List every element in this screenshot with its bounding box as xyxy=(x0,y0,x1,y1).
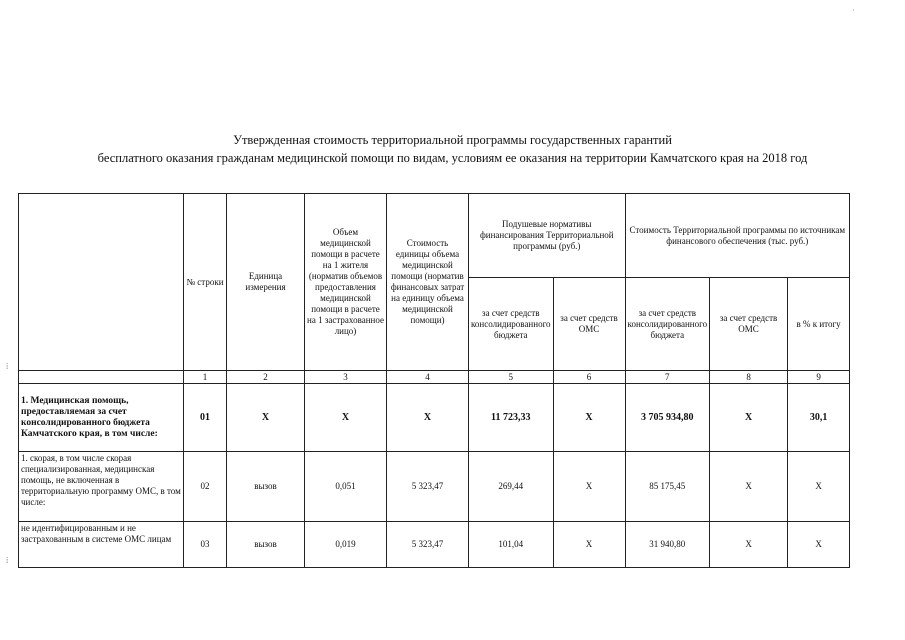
row-unit: вызов xyxy=(227,452,305,522)
document-title-line-1: Утвержденная стоимость территориальной программы государственных гарантий xyxy=(233,133,672,147)
scan-speck: · xyxy=(852,6,855,15)
table-row xyxy=(19,384,850,452)
row-volume: 0,051 xyxy=(305,452,387,522)
header-total-oms: за счет средств ОМС xyxy=(710,278,788,371)
header-program-cost: Стоимость Территориальной программы по источникам финансового обеспечения (тыс. руб.) xyxy=(625,194,850,278)
row-name: не идентифицированным и не застрахованным в системе ОМС лицам xyxy=(19,522,184,568)
column-number-empty xyxy=(19,371,184,384)
header-total-budget: за счет средств консолидированного бюджета xyxy=(625,278,710,371)
row-pc-budget: 269,44 xyxy=(469,452,554,522)
row-pc-oms: X xyxy=(553,452,625,522)
row-total-budget: 85 175,45 xyxy=(625,452,710,522)
table-row xyxy=(19,452,850,522)
column-number: 3 xyxy=(305,371,387,384)
row-total-budget: 31 940,80 xyxy=(625,522,710,568)
column-number: 8 xyxy=(710,371,788,384)
column-number: 6 xyxy=(553,371,625,384)
program-cost-table xyxy=(18,193,850,568)
row-percent: 30,1 xyxy=(788,384,850,452)
row-percent: X xyxy=(788,522,850,568)
table-row xyxy=(19,522,850,568)
scan-speck: ⁞ xyxy=(6,556,9,565)
header-pc-budget: за счет средств консолидированного бюджета xyxy=(469,278,554,371)
row-volume: 0,019 xyxy=(305,522,387,568)
row-total-budget: 3 705 934,80 xyxy=(625,384,710,452)
header-pc-oms: за счет средств ОМС xyxy=(553,278,625,371)
row-cost: X xyxy=(387,384,469,452)
header-row-number: № строки xyxy=(184,194,227,371)
header-unit: Единица измерения xyxy=(227,194,305,371)
row-cost: 5 323,47 xyxy=(387,452,469,522)
document-title-line-2: бесплатного оказания гражданам медицинской помощи по видам, условиям ее оказания на территории Камчатского края на 2018 год xyxy=(97,151,808,165)
column-number: 9 xyxy=(788,371,850,384)
row-line: 03 xyxy=(184,522,227,568)
row-pc-budget: 101,04 xyxy=(469,522,554,568)
column-number: 4 xyxy=(387,371,469,384)
row-pc-oms: X xyxy=(553,384,625,452)
row-pc-budget: 11 723,33 xyxy=(469,384,554,452)
row-unit: вызов xyxy=(227,522,305,568)
row-line: 01 xyxy=(184,384,227,452)
row-name: 1. Медицинская помощь, предоставляемая за счет консолидированного бюджета Камчатского края, в том числе: xyxy=(19,384,184,452)
column-number: 7 xyxy=(625,371,710,384)
row-pc-oms: X xyxy=(553,522,625,568)
column-number: 2 xyxy=(227,371,305,384)
header-per-capita: Подушевые нормативы финансирования Территориальной программы (руб.) xyxy=(469,194,626,278)
header-unit-cost: Стоимость единицы объема медицинской помощи (норматив финансовых затрат на единицу объема медицинской помощи) xyxy=(387,194,469,371)
row-total-oms: X xyxy=(710,384,788,452)
row-percent: X xyxy=(788,452,850,522)
row-name: 1. скорая, в том числе скорая специализированная, медицинская помощь, не включенная в территориальную программу ОМС, в том числе: xyxy=(19,452,184,522)
scan-speck: ⁞ xyxy=(6,362,9,371)
header-empty-cell xyxy=(19,194,184,371)
row-cost: 5 323,47 xyxy=(387,522,469,568)
column-number: 1 xyxy=(184,371,227,384)
row-line: 02 xyxy=(184,452,227,522)
header-percent: в % к итогу xyxy=(788,278,850,371)
row-total-oms: X xyxy=(710,522,788,568)
row-total-oms: X xyxy=(710,452,788,522)
row-volume: X xyxy=(305,384,387,452)
column-number: 5 xyxy=(469,371,554,384)
header-volume: Объем медицинской помощи в расчете на 1 жителя (норматив объемов предоставления медицинской помощи в расчете на 1 застрахованное лицо) xyxy=(305,194,387,371)
row-unit: X xyxy=(227,384,305,452)
